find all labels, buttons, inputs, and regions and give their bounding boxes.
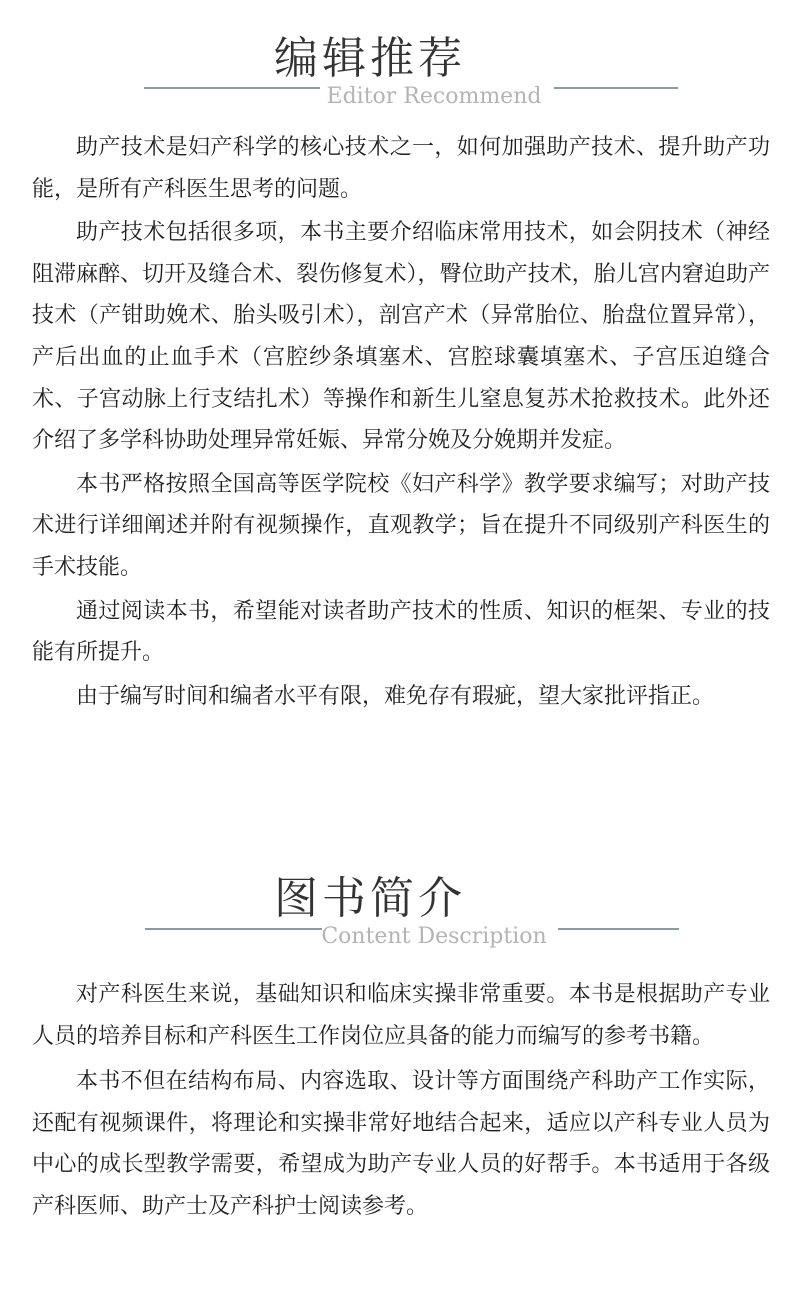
content-description-subtitle: Content Description (321, 924, 547, 949)
editor-recommend-paragraph: 由于编写时间和编者水平有限，难免存有瑕疵，望大家批评指正。 (76, 683, 715, 709)
content-description-paragraph: 本书不但在结构布局、内容选取、设计等方面围绕产科助产工作实际，还配有视频课件，将理论和实操非常好地结合起来，适应以产科专业人员为中心的成长型教学需要，希望成为助产专业人员的好帮手。本书适用于各级产科医师、助产士及产科护士阅读参考。 (32, 1069, 770, 1219)
editor-recommend-paragraph: 本书严格按照全国高等医学院校《妇产科学》教学要求编写；对助产技术进行详细阐述并附有视频操作，直观教学；旨在提升不同级别产科医生的手术技能。 (32, 471, 770, 580)
content-description-section (0, 870, 800, 1219)
editor-recommend-paragraph: 通过阅读本书，希望能对读者助产技术的性质、知识的框架、专业的技能有所提升。 (32, 598, 770, 666)
editor-recommend-subtitle: Editor Recommend (326, 84, 542, 109)
editor-recommend-heading (0, 30, 800, 114)
content-description-body (32, 974, 770, 1232)
content-description-heading (0, 870, 800, 954)
editor-recommend-body (32, 127, 770, 719)
editor-recommend-paragraph: 助产技术是妇产科学的核心技术之一，如何加强助产技术、提升助产功能，是所有产科医生思考的问题。 (32, 135, 770, 202)
content-description-paragraph: 对产科医生来说，基础知识和临床实操非常重要。本书是根据助产专业人员的培养目标和产科医生工作岗位应具备的能力而编写的参考书籍。 (32, 982, 770, 1049)
editor-recommend-paragraph: 助产技术包括很多项，本书主要介绍临床常用技术，如会阴技术（神经阻滞麻醉、切开及缝合术、裂伤修复术），臀位助产技术，胎儿宫内窘迫助产技术（产钳助娩术、胎头吸引术），剖宫产术（异常胎位、胎盘位置异常），产后出血的止血手术（宫腔纱条填塞术、宫腔球囊填塞术、子宫压迫缝合术、子宫动脉上行支结扎术）等操作和新生儿窒息复苏术抢救技术。此外还介绍了多学科协助处理异常妊娠、异常分娩及分娩期并发症。 (32, 220, 770, 454)
content-description-title: 图书简介 (274, 873, 466, 924)
editor-recommend-title: 编辑推荐 (274, 33, 466, 84)
editor-recommend-section (0, 30, 800, 709)
